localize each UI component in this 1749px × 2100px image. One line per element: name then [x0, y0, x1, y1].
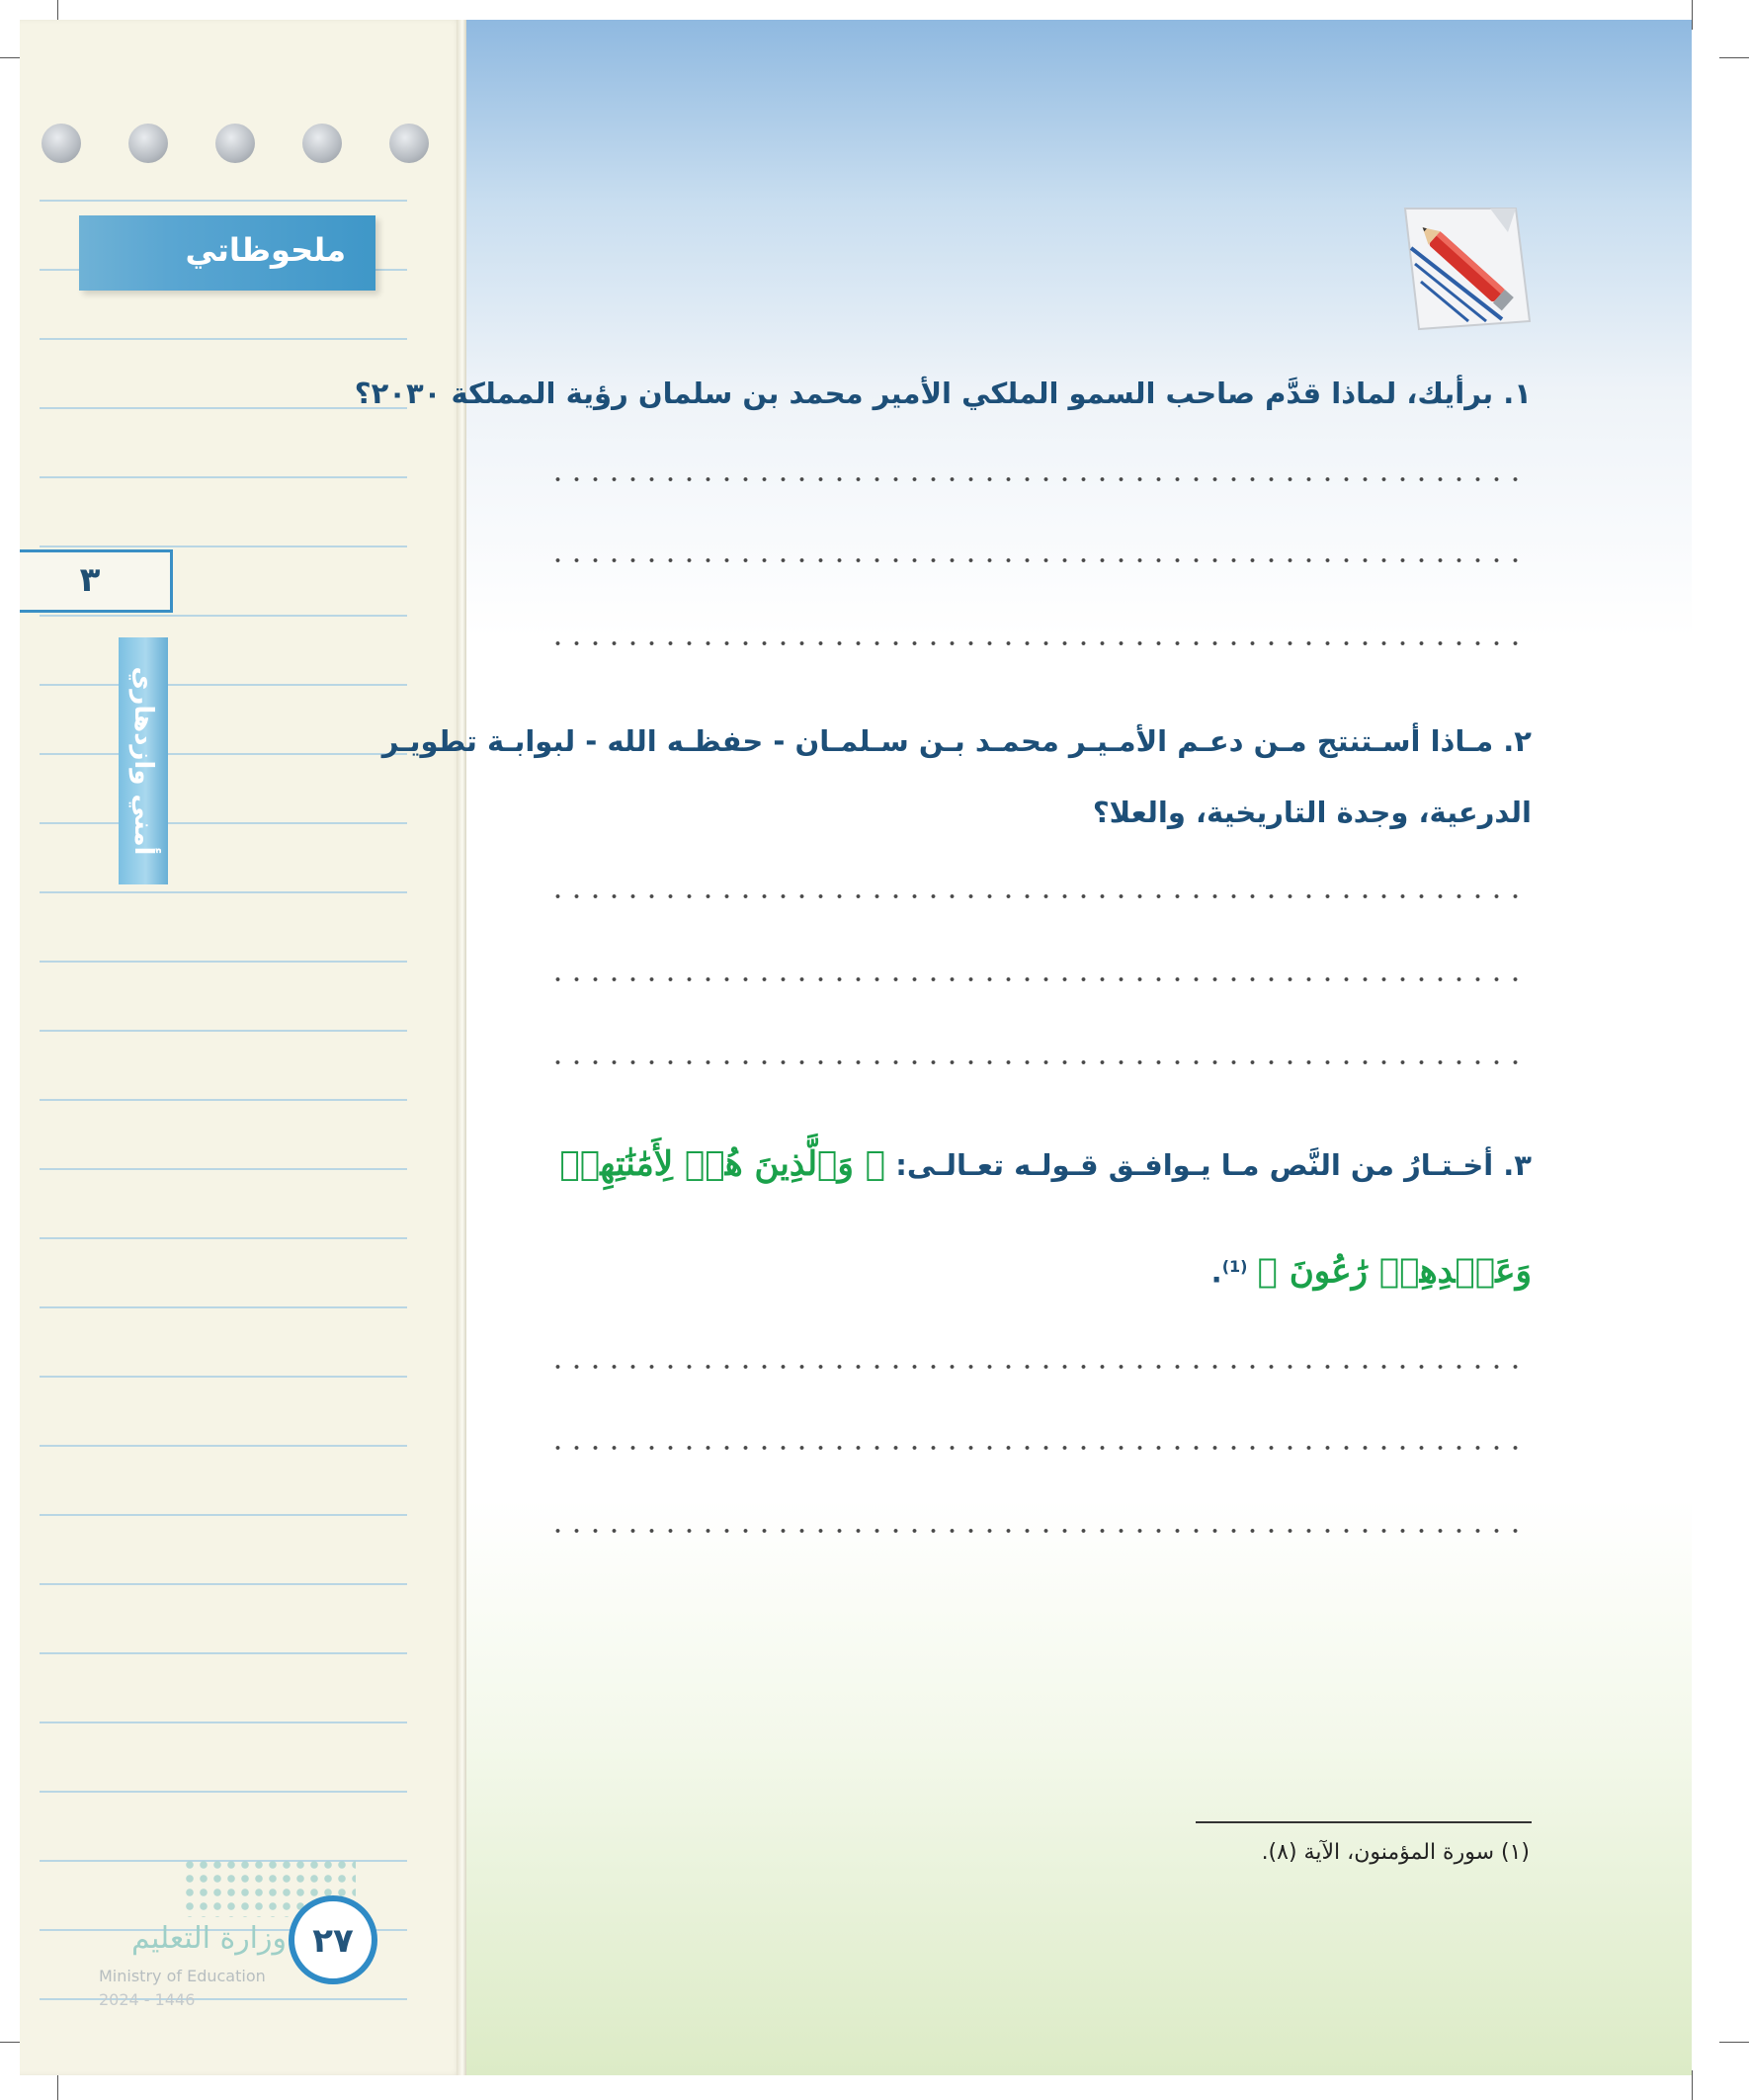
ruled-line	[40, 546, 407, 547]
question-2-text-1: ٢. مـاذا أسـتنتج مـن دعـم الأمـيـر محمـد بـن سـلمـان - حفظـه الله - لبوابـة تطويـر	[381, 724, 1532, 758]
ruled-line	[40, 1583, 407, 1585]
ruled-line	[40, 1791, 407, 1793]
question-1	[354, 374, 1532, 413]
answer-line[interactable]	[548, 1364, 1532, 1370]
notes-sidebar	[20, 20, 464, 2075]
page-number-badge	[289, 1895, 377, 1984]
ruled-line	[40, 753, 407, 755]
ruled-line	[40, 1652, 407, 1654]
quran-verse-part-2: وَعَهۡدِهِمۡ رَٰعُونَ ﴾	[1257, 1251, 1532, 1292]
ruled-line	[40, 1237, 407, 1239]
notes-edge	[457, 20, 466, 2075]
binder-hole	[128, 124, 168, 163]
ruled-line	[40, 338, 407, 340]
answer-line[interactable]	[548, 1445, 1532, 1451]
quran-verse-part-1: ﴿ وَٱلَّذِينَ هُمۡ لِأَمَٰنَٰتِهِمۡ	[559, 1144, 886, 1184]
crop-mark	[1692, 0, 1693, 30]
binder-hole	[302, 124, 342, 163]
answer-line[interactable]	[548, 893, 1532, 899]
binder-hole	[215, 124, 255, 163]
question-3-text: ٣. أخـتـارُ من النَّص مـا يـوافـق قـولـه تعـالـى:	[895, 1148, 1532, 1182]
answer-line[interactable]	[548, 557, 1532, 563]
footnote-divider	[1196, 1821, 1532, 1823]
question-3-end: .	[1210, 1255, 1222, 1290]
ministry-name-en: Ministry of Education	[99, 1967, 266, 1985]
question-3-line-1	[534, 1144, 1532, 1185]
question-3-line-2	[534, 1247, 1532, 1293]
ruled-line	[40, 1514, 407, 1516]
answer-line[interactable]	[548, 976, 1532, 982]
pencil-worksheet-icon	[1391, 203, 1540, 336]
ruled-line	[40, 1099, 407, 1101]
question-1-text: ١. برأيك، لماذا قدَّم صاحب السمو الملكي الأمير محمد بن سلمان رؤية المملكة ٢٠٣٠؟	[354, 377, 1532, 410]
unit-title: أمني وازدهاري	[128, 666, 158, 856]
ministry-name-ar: وزارة التعليم	[130, 1921, 287, 1956]
ministry-year: 2024 - 1446	[99, 1990, 196, 2009]
ruled-line	[40, 476, 407, 478]
footnote-reference: (1)	[1221, 1257, 1248, 1276]
footnote: (١) سورة المؤمنون، الآية (٨).	[1261, 1840, 1530, 1865]
ruled-line	[40, 1030, 407, 1032]
crop-mark	[1719, 57, 1749, 58]
answer-line[interactable]	[548, 1528, 1532, 1534]
ruled-line	[40, 684, 407, 686]
ruled-line	[40, 200, 407, 202]
question-2-line-1	[381, 721, 1532, 761]
binder-hole	[42, 124, 81, 163]
ruled-line	[40, 407, 407, 409]
notes-label: ملحوظاتي	[185, 231, 346, 269]
answer-line[interactable]	[548, 640, 1532, 646]
question-2-text-2: الدرعية، وجدة التاريخية، والعلا؟	[1092, 796, 1532, 829]
answer-line[interactable]	[548, 1059, 1532, 1065]
ruled-line	[40, 1722, 407, 1723]
notes-label-tab	[79, 215, 375, 291]
answer-line[interactable]	[548, 476, 1532, 482]
unit-number: ٣	[79, 560, 101, 600]
ruled-line	[40, 1376, 407, 1378]
page-number: ٢٧	[312, 1921, 354, 1961]
ruled-line	[40, 1306, 407, 1308]
ruled-line	[40, 1168, 407, 1170]
unit-number-box	[20, 549, 173, 613]
crop-mark	[1692, 2070, 1693, 2100]
ruled-line	[40, 822, 407, 824]
binder-hole	[389, 124, 429, 163]
ruled-line	[40, 891, 407, 893]
ruled-line	[40, 961, 407, 963]
unit-title-ribbon	[119, 637, 168, 884]
ruled-line	[40, 615, 407, 617]
ruled-line	[40, 1445, 407, 1447]
crop-mark	[1719, 2042, 1749, 2043]
question-2-line-2	[534, 793, 1532, 832]
